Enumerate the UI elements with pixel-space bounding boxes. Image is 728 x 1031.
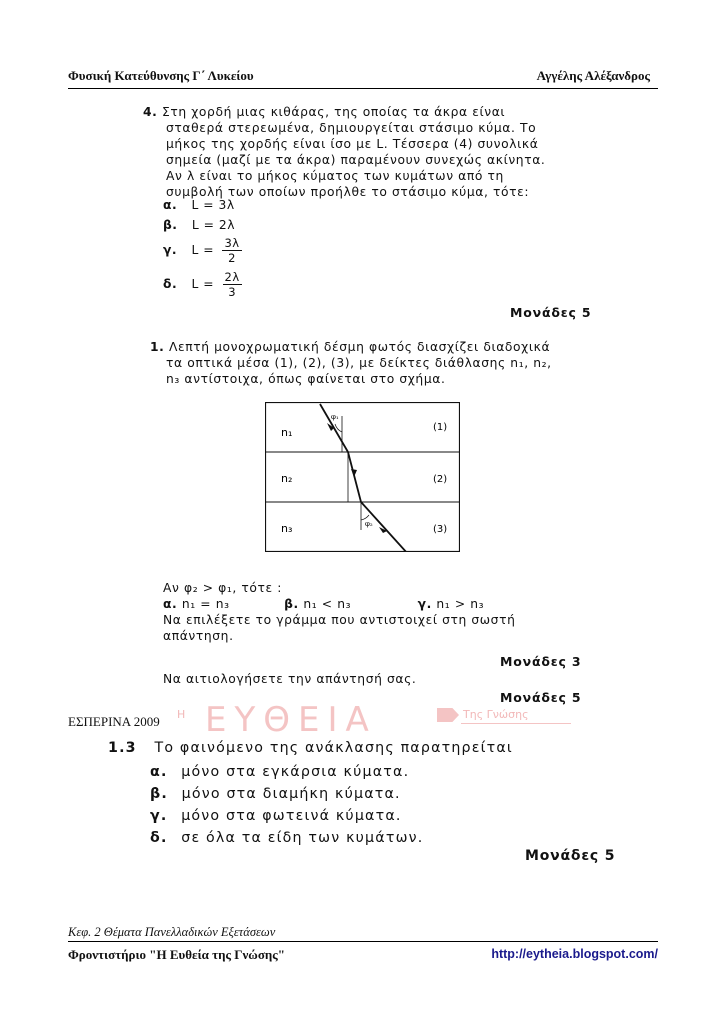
header-author: Αγγέλης Αλέξανδρος <box>536 68 650 83</box>
question-4-line-2: σταθερά στερεωμένα, δημιουργείται στάσιμο κύμα. Το <box>166 121 537 135</box>
refraction-diagram <box>265 402 460 552</box>
phi2-label: φ₂ <box>365 520 373 528</box>
question-1-part-2 <box>163 580 603 644</box>
header-subject: Φυσική Κατεύθυνσης Γ΄ Λυκείου <box>68 68 254 83</box>
q1-instruction-2: απάντηση. <box>163 629 234 643</box>
watermark-underline <box>461 723 571 724</box>
q4-option-c: γ. L = $\frac{3\lambda}{2}$ <box>163 236 240 265</box>
medium-3-index: n₃ <box>281 522 293 535</box>
q4-option-c-fraction: $\frac{3\lambda}{2}$ <box>224 236 240 265</box>
watermark-main: ΕΥΘΕΙΑ <box>205 700 377 740</box>
medium-2-label: (2) <box>433 474 448 485</box>
q13-option-c: γ. μόνο στα φωτεινά κύματα. <box>150 808 402 824</box>
page-header <box>68 68 658 89</box>
footer-url-link[interactable]: http://eytheia.blogspot.com/ <box>491 947 658 961</box>
q13-option-b: β. μόνο στα διαμήκη κύματα. <box>150 786 401 802</box>
phi1-label: φ₁ <box>331 413 339 421</box>
q13-marks: Μονάδες 5 <box>525 848 616 864</box>
watermark-arrow-icon <box>437 708 459 722</box>
question-1-number: 1. <box>150 340 165 354</box>
q13-option-d: δ. σε όλα τα είδη των κυμάτων. <box>150 830 424 846</box>
section-label: ΕΣΠΕΡΙΝΑ 2009 <box>68 714 160 729</box>
watermark-sub: Της Γνώσης <box>463 708 529 721</box>
question-1-line-1: Λεπτή μονοχρωματική δέσμη φωτός διασχίζει διαδοχικά <box>168 340 551 354</box>
q4-option-d-fraction: $\frac{2\lambda}{3}$ <box>224 270 240 299</box>
question-4 <box>143 104 598 200</box>
q13-option-a: α. μόνο στα εγκάρσια κύματα. <box>150 764 410 780</box>
q4-option-d: δ. L = $\frac{2\lambda}{3}$ <box>163 270 240 299</box>
footer-divider <box>68 941 658 942</box>
question-1-3-stem: Το φαινόμενο της ανάκλασης παρατηρείται <box>154 740 513 756</box>
q1-option-b: n₁ < n₃ <box>303 597 352 611</box>
question-1-line-2: τα οπτικά μέσα (1), (2), (3), με δείκτες διάθλασης n₁, n₂, <box>166 356 552 370</box>
q1-option-c: n₁ > n₃ <box>436 597 485 611</box>
q1-instruction-1: Να επιλέξετε το γράμμα που αντιστοιχεί στη σωστή <box>163 613 516 627</box>
q4-option-a: α. L = 3λ <box>163 198 235 212</box>
question-1 <box>150 339 600 387</box>
question-4-line-3: μήκος της χορδής είναι ίσο με L. Τέσσερα (4) συνολικά <box>166 137 539 151</box>
footer-chapter-title: Κεφ. 2 Θέματα Πανελλαδικών Εξετάσεων <box>68 925 276 939</box>
question-4-line-1: Στη χορδή μιας κιθάρας, της οποίας τα άκρα είναι <box>161 105 506 119</box>
question-4-line-4: σημεία (μαζί με τα άκρα) παραμένουν συνεχώς ακίνητα. <box>166 153 546 167</box>
question-1-3 <box>108 737 513 759</box>
question-4-line-5: Αν λ είναι το μήκος κύματος των κυμάτων από τη <box>166 169 504 183</box>
diagram-frame <box>266 403 460 552</box>
medium-3-label: (3) <box>433 524 448 535</box>
question-1-3-number: 1.3 <box>108 740 137 756</box>
q4-option-b: β. L = 2λ <box>163 218 235 232</box>
question-4-number: 4. <box>143 105 158 119</box>
q1-marks-a: Μονάδες 3 <box>500 654 582 669</box>
medium-1-index: n₁ <box>281 426 293 439</box>
q4-marks: Μονάδες 5 <box>510 305 592 320</box>
q1-options: α. n₁ = n₃ β. n₁ < n₃ γ. n₁ > n₃ <box>163 597 485 611</box>
q1-condition: Αν φ₂ > φ₁, τότε : <box>163 581 283 595</box>
question-1-line-3: n₃ αντίστοιχα, όπως φαίνεται στο σχήμα. <box>166 372 446 386</box>
q1-marks-b: Μονάδες 5 <box>500 690 582 705</box>
footer-school: Φροντιστήριο "Η Ευθεία της Γνώσης" <box>68 947 285 962</box>
question-4-line-6: συμβολή των οποίων προήλθε το στάσιμο κύμα, τότε: <box>166 185 530 199</box>
q1-option-a: n₁ = n₃ <box>181 597 230 611</box>
medium-1-label: (1) <box>433 422 448 433</box>
medium-2-index: n₂ <box>281 472 293 485</box>
q1-justify: Να αιτιολογήσετε την απάντησή σας. <box>163 672 417 686</box>
